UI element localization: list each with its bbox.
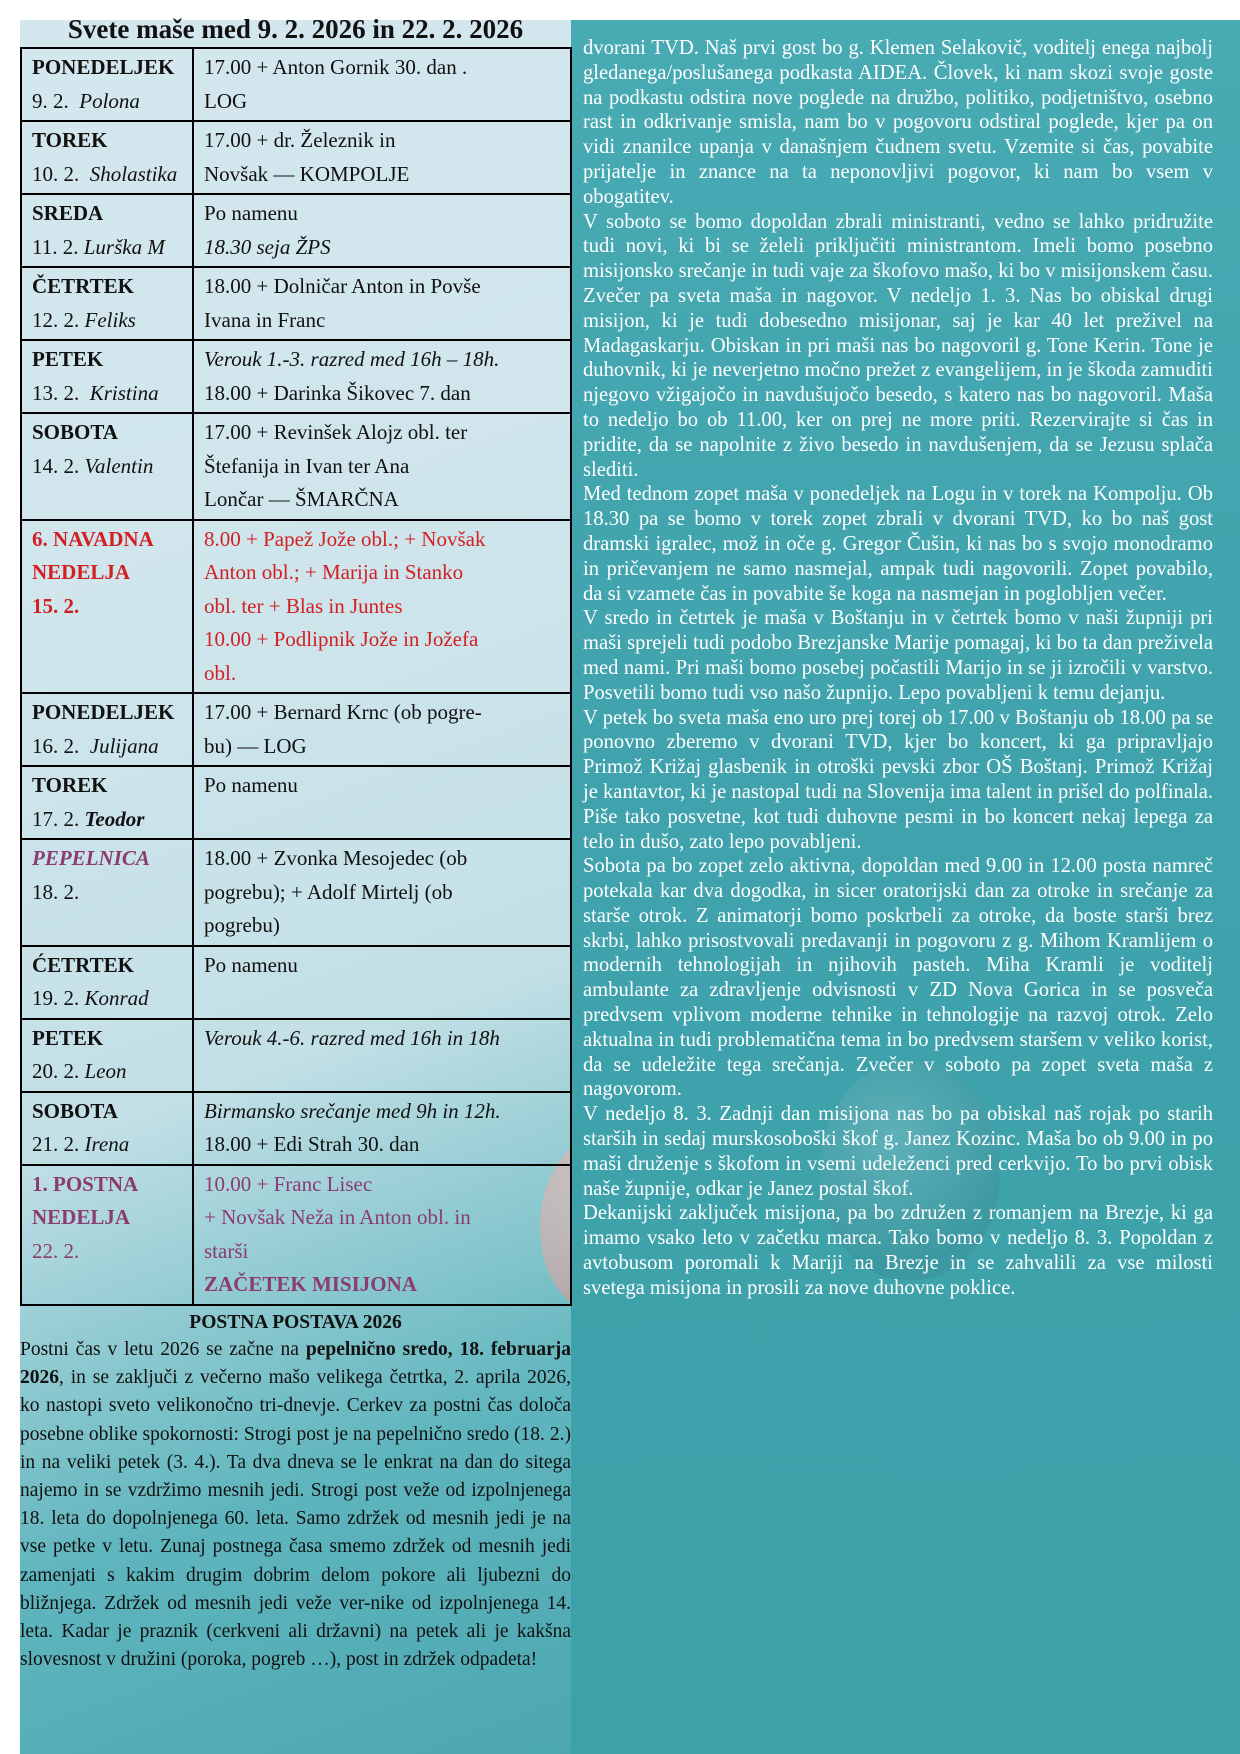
day-cell: ČETRTEK 12. 2. Feliks: [21, 267, 193, 340]
schedule-row-sunday: [21, 520, 571, 694]
day-cell: PEPELNICA 18. 2.: [21, 839, 193, 946]
lent-rules: [20, 1310, 571, 1674]
day-cell: ĆETRTEK 19. 2. Konrad: [21, 946, 193, 1019]
mass-schedule-table: [20, 47, 572, 1306]
day-cell: PONEDELJEK 9. 2. Polona: [21, 48, 193, 121]
schedule-row: [21, 1019, 571, 1092]
lent-heading: POSTNA POSTAVA 2026: [189, 1312, 402, 1333]
mass-cell: 18.00 + Dolničar Anton in Povše Ivana in Franc: [193, 267, 571, 340]
day-cell: PONEDELJEK 16. 2. Julijana: [21, 693, 193, 766]
article-paragraph: V nedeljo 8. 3. Zadnji dan misijona nas bo pa obiskal naš rojak po starih starših in sedaj murskosoboški škof g. Janez Kozinc. Maša bo ob 9.00 in po maši druženje s škofom in vsemi udeleženci pred cerkvijo. To bo prvi obisk naše župnije, odkar je Janez postal škof.: [583, 1103, 1213, 1200]
mass-cell: 10.00 + Franc Lisec + Novšak Neža in Anton obl. in starši ZAČETEK MISIJONA: [193, 1165, 571, 1305]
mass-cell: Birmansko srečanje med 9h in 12h. 18.00 + Edi Strah 30. dan: [193, 1092, 571, 1165]
schedule-row: [21, 766, 571, 839]
mass-cell: 18.00 + Zvonka Mesojedec (ob pogrebu); + Adolf Mirtelj (ob pogrebu): [193, 839, 571, 946]
mass-cell: Verouk 4.-6. razred med 16h in 18h: [193, 1019, 571, 1092]
day-cell: 1. POSTNA NEDELJA 22. 2.: [21, 1165, 193, 1305]
article-paragraph: Med tednom zopet maša v ponedeljek na Logu in v torek na Kompolju. Ob 18.30 pa se bomo v torek zopet zbrali v dvorani TVD, ko bo naš gost dramski igralec, mož in oče g. Gregor Čušin, ki nas bo s svojo monodramo in pričevanjem ne samo nasmejal, ampak tudi nagovorili. Zopet povabilo, da si vzamete čas in povabite še koga na nasmejan in poglobljen večer.: [583, 483, 1213, 605]
article-paragraph: Sobota pa bo zopet zelo aktivna, dopoldan med 9.00 in 12.00 posta namreč potekala kar dva dogodka, in sicer oratorijski dan za otroke in srečanje za starše otrok. Z animatorji bomo poskrbeli za otroke, da boste starši brez skrbi, lahko prisostvovali predavanji in pogovoru z g. Mihom Kramlijem o modernih tehnologijah in njihovih pasteh. Miha Kramli je voditelj ambulante za zdravljenje odvisnosti v ZD Nova Gorica in se posveča predvsem vplivom moderne tehnike in tehnologije na razvoj otrok. Zelo aktualna in tudi problematična tema in bo predvsem staršem v veliko korist, da se udeležite tega srečanja. Zvečer v soboto pa zopet sveta maša z nagovorom.: [583, 855, 1213, 1101]
schedule-row: [21, 946, 571, 1019]
mass-cell: Po namenu: [193, 946, 571, 1019]
schedule-row: [21, 121, 571, 194]
schedule-title: Svete maše med 9. 2. 2026 in 22. 2. 2026: [67, 14, 524, 44]
mass-cell: 17.00 + Bernard Krnc (ob pogre- bu) — LOG: [193, 693, 571, 766]
schedule-row: [21, 194, 571, 267]
article-paragraph: V sredo in četrtek je maša v Boštanju in v četrtek bomo v naši župniji pri maši sprejeli tudi podobo Brezjanske Marije pomagaj, ki bo ta dan preživela med nami. Pri maši bomo posebej počastili Marijo in se ji izročili v varstvo. Posvetili bomo tudi vso našo župnijo. Lepo povabljeni k temu dejanju.: [583, 607, 1213, 704]
schedule-row: [21, 48, 571, 121]
schedule-row-ash-wednesday: [21, 839, 571, 946]
day-cell: PETEK 13. 2. Kristina: [21, 340, 193, 413]
mass-cell: Verouk 1.-3. razred med 16h – 18h. 18.00 + Darinka Šikovec 7. dan: [193, 340, 571, 413]
mass-cell: 8.00 + Papež Jože obl.; + Novšak Anton obl.; + Marija in Stanko obl. ter + Blas in Juntes 10.00 + Podlipnik Jože in Jožefa obl.: [193, 520, 571, 694]
schedule-row: [21, 1092, 571, 1165]
parish-announcements: [583, 36, 1213, 1301]
schedule-row: [21, 340, 571, 413]
lent-text: Postni čas v letu 2026 se začne na pepelnično sredo, 18. februarja 2026, in se zaključi z večerno mašo velikega četrtka, 2. aprila 2026, ko nastopi sveto velikonočno tri-dnevje. Cerkev za postni čas določa posebne oblike spokornosti: Strogi post je na pepelnično sredo (18. 2.) in na veliki petek (3. 4.). Ta dva dneva se le enkrat na dan do sitega najemo in se vzdržimo mesnih jedi. Strogi post veže od izpolnjenega 18. leta do dopolnjenega 60. leta. Samo zdržek od mesnih jedi je na vse petke v letu. Zunaj postnega časa smemo zdržek od mesnih jedi zamenjati s kakim drugim dobrim delom pokore ali ljubezni do bližnjega. Zdržek od mesnih jedi veže ver-nike od izpolnjenega 14. leta. Kadar je praznik (cerkveni ali državni) na petek ali je kakšna slovesnost v družini (poroka, pogreb …), post in zdržek odpadeta!: [20, 1339, 571, 1671]
article-paragraph: V soboto se bomo dopoldan zbrali ministranti, vedno se lahko pridružite tudi novi, ki bi se želeli priključiti ministrantom. Imeli bomo posebno misijonsko srečanje in tudi vaje za škofovo mašo, ki bo v misijonskem času. Zvečer pa sveta maša in nagovor. V nedeljo 1. 3. Nas bo obiskal drugi misijon, ki je tudi dobesedno misijonar, saj je kar 40 let preživel na Madagaskarju. Obiskan in pri maši nas bo nagovoril g. Tone Kerin. Tone je duhovnik, ki je neverjetno močno prežet z evangelijem, in je škoda zamuditi njegovo vžigajočo in navdušujočo besedo, s katero nas bo nagovoril. Maša to nedeljo bo ob 11.00, ker on prej ne more priti. Rezervirajte si čas in pridite, da se napolnite z živo besedo in navdušenjem, da se Jezusu splača slediti.: [583, 210, 1213, 481]
mass-cell: 17.00 + Revinšek Alojz obl. ter Štefanija in Ivan ter Ana Lončar — ŠMARČNA: [193, 413, 571, 520]
article-paragraph: V petek bo sveta maša eno uro prej torej ob 17.00 v Boštanju ob 18.00 pa se ponovno zberemo v dvorani TVD, kjer bo koncert, ki ga pripravljajo Primož Križaj glasbenik in otroški pevski zbor OŠ Boštanj. Primož Križaj je kantavtor, ki je nastopal tudi na Slovenija ima talent in prišel do polfinala. Piše tako posvetne, kot tudi duhovne pesmi in bo koncert nekaj lepega za telo in dušo, zato lepo povabljeni.: [583, 706, 1213, 853]
day-cell: 6. NAVADNA NEDELJA 15. 2.: [21, 520, 193, 694]
schedule-row: [21, 267, 571, 340]
mass-cell: 17.00 + Anton Gornik 30. dan . LOG: [193, 48, 571, 121]
day-cell: SOBOTA 14. 2. Valentin: [21, 413, 193, 520]
schedule-row-sunday: [21, 1165, 571, 1305]
mass-cell: Po namenu 18.30 seja ŽPS: [193, 194, 571, 267]
day-cell: SOBOTA 21. 2. Irena: [21, 1092, 193, 1165]
schedule-row: [21, 413, 571, 520]
mass-cell: Po namenu: [193, 766, 571, 839]
day-cell: PETEK 20. 2. Leon: [21, 1019, 193, 1092]
day-cell: SREDA 11. 2. Lurška M: [21, 194, 193, 267]
day-cell: TOREK 10. 2. Sholastika: [21, 121, 193, 194]
article-paragraph: Dekanijski zaključek misijona, pa bo združen z romanjem na Brezje, ki ga imamo vsako leto v začetku marca. Tako bomo v nedeljo 8. 3. Popoldan z avtobusom poromali k Mariji na Brezje in se zahvalili za vse milosti svetega misijona in prosili za nove duhovne poklice.: [583, 1202, 1213, 1299]
article-paragraph: dvorani TVD. Naš prvi gost bo g. Klemen Selakovič, voditelj enega najbolj gledanega/poslušanega podkasta AIDEA. Človek, ki nam skozi svoje goste na podkastu odstira nove poglede na družbo, politiko, podjetništvo, osebno rast in odkrivanje smisla, nam bo v pogovoru odstiral poglede, kjer pa on vidi znanilce upanja v današnjem čudnem svetu. Vzemite si čas, povabite prijatelje in znance na ta neponovljivi pogovor, ki nam bo vsem v obogatitev.: [583, 37, 1213, 208]
mass-cell: 17.00 + dr. Železnik in Novšak — KOMPOLJE: [193, 121, 571, 194]
schedule-row: [21, 693, 571, 766]
day-cell: TOREK 17. 2. Teodor: [21, 766, 193, 839]
